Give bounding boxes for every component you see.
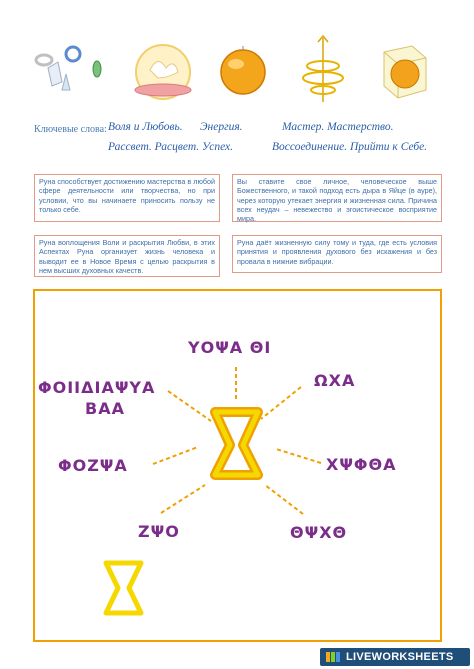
header-illustrations (0, 28, 474, 118)
keyword-energy: Энергия. (200, 121, 243, 133)
text-box-will-love: Руна воплощения Воли и раскрытия Любви, в этих Аспектах Руна организует жизнь человека и выводит ее в Новое Время с целью раскрытия в нем высших духовных качеств. (34, 235, 220, 277)
keywords-label: Ключевые слова: (34, 124, 107, 135)
rings-icon (36, 47, 101, 90)
rune-word-left: ΦΟΖΨΑ (58, 456, 128, 475)
spiral-icon (303, 36, 343, 102)
dashed-rays (153, 367, 321, 514)
cube-sphere-icon (384, 46, 426, 98)
text-box-life-force: Руна даёт жизненную силу тому и туда, где есть условия принятия и проявления духового без искажения и без провала в нижние вибрации. (232, 235, 442, 273)
rune-word-right: ΧΨΦΘΑ (326, 455, 397, 474)
dove-icon (135, 45, 191, 99)
text-box-mastery: Руна способствует достижению мастерства в любой сфере деятельности или творчества, но при условии, что вы начинаете приносить пользу не только себе. (34, 174, 220, 222)
keyword-will-love: Воля и Любовь. (108, 121, 183, 133)
rune-word-upper-left-1: ΦΟΙΙΔΙΑΨΥΑ (38, 378, 156, 397)
text-box-human-vs-divine: Вы ставите свое личное, человеческое выше Божественного, и такой подход есть дыра в Яйце (в ауре), через которую утекает энергия и жизненная сила. Причина всех неудач – невежество и эгоистическое восприятие мира. (232, 174, 442, 222)
rune-word-upper-right: ΩΧΑ (314, 371, 356, 390)
keyword-master: Мастер. Мастерство. (282, 121, 394, 133)
central-rune-icon (215, 412, 258, 475)
rune-word-lower-right: ΘΨΧΘ (290, 523, 348, 542)
sphere-icon (221, 46, 265, 94)
liveworksheets-logo-icon (326, 651, 342, 663)
keyword-dawn: Рассвет. Расцвет. Успех. (108, 141, 234, 153)
small-rune-icon (106, 563, 141, 613)
keyword-reunion: Воссоединение. Прийти к Себе. (272, 141, 428, 153)
rune-word-lower-left: ΖΨΟ (138, 522, 180, 541)
rune-word-top: ΥΟΨΑ ΘΙ (188, 338, 272, 357)
footer-brand: LIVEWORKSHEETS (346, 651, 454, 663)
rune-word-upper-left-2: ΒΑΑ (85, 399, 125, 418)
